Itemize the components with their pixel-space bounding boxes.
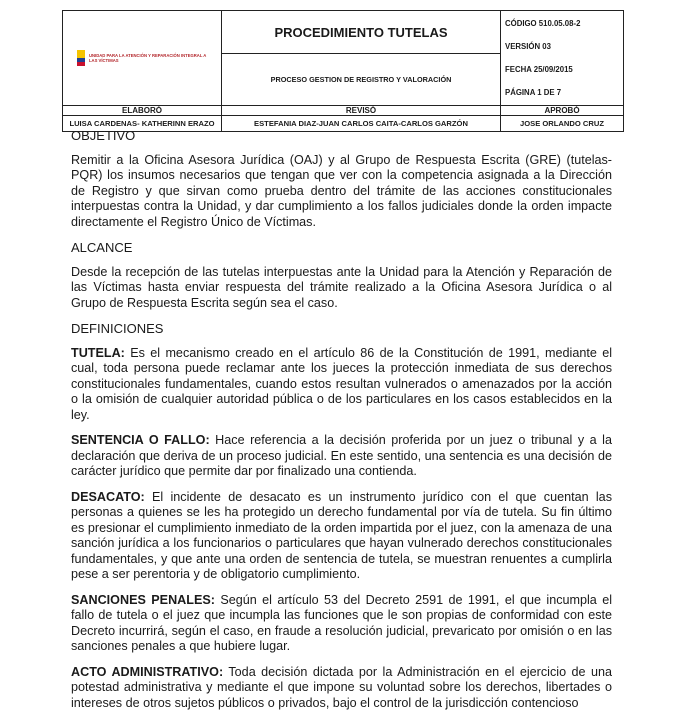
document-subtitle: PROCESO GESTION DE REGISTRO Y VALORACIÓN (222, 54, 501, 106)
fecha: FECHA 25/09/2015 (505, 65, 573, 74)
definition-text: El incidente de desacato es un instrumento jurídico con el que cuentan las personas a quienes se les ha protegido un derecho fundamental por vía de tutela. Su fin último es presionar el cumplimiento inmediato de la orden impartida por el juez, con la amenaza de una sanción jurídica a los funcionarios o particulares que hayan vulnerado derechos constitucionales fundamentales, y que ante una orden de sentencia de tutela, se muestran renuentes a cumplirla pese a ser perentoria y de obligatorio cumplimiento. (71, 489, 612, 581)
aprobo-header: APROBÓ (501, 106, 624, 116)
definition-tutela (71, 346, 612, 424)
pagina: PÁGINA 1 DE 7 (505, 88, 562, 97)
definition-sanciones (71, 593, 612, 655)
codigo: CÓDIGO 510.05.08-2 (505, 19, 581, 28)
unit-logo (63, 50, 221, 66)
definition-term: SANCIONES PENALES: (71, 592, 215, 607)
definition-acto-administrativo (71, 665, 612, 712)
definition-term: ACTO ADMINISTRATIVO: (71, 664, 224, 679)
definition-desacato (71, 490, 612, 583)
elaboro-names: LUISA CARDENAS- KATHERINN ERAZO (63, 116, 222, 132)
elaboro-header: ELABORÓ (63, 106, 222, 116)
objetivo-text: Remitir a la Oficina Asesora Jurídica (OAJ) y al Grupo de Respuesta Escrita (GRE) (tutelas-PQR) los insumos necesarios que tengan que ver con la competencia asignada a la Dirección de Registro y que sirvan como prueba dentro del trámite de las acciones constitucionales interpuestas contra la Unidad, y dar cumplimiento a los fallos judiciales donde la orden impacte directamente el Registro Único de Víctimas. (71, 152, 612, 229)
section-title-definiciones: DEFINICIONES (71, 321, 164, 336)
colombia-flag-icon (77, 50, 85, 66)
aprobo-names: JOSE ORLANDO CRUZ (501, 116, 624, 132)
definition-term: DESACATO: (71, 489, 145, 504)
version: VERSIÓN 03 (505, 42, 551, 51)
document-header (62, 10, 624, 132)
definition-text: Según el artículo 53 del Decreto 2591 de 1991, el que incumpla el fallo de tutela o el juez que incumpla las funciones que le son propias de conformidad con este Decreto incurrirá, según el caso, en fraude a resolución judicial, prevaricato por omisión o en las sanciones penales a que hubiere lugar. (71, 592, 612, 653)
definition-sentencia (71, 433, 612, 480)
definition-text: Hace referencia a la decisión proferida por un juez o tribunal y a la declaración que deriva de un proceso judicial. En este sentido, una sentencia es una decisión de carácter jurídico que permite dar por finalizado una contienda. (71, 433, 612, 478)
document-body (71, 128, 612, 721)
alcance-text: Desde la recepción de las tutelas interpuestas ante la Unidad para la Atención y Reparación de las Víctimas hasta enviar respuesta del trámite realizado a la Oficina Asesora Jurídica o al Grupo de Respuesta Escrita según sea el caso. (71, 264, 612, 310)
definition-text: Es el mecanismo creado en el artículo 86 de la Constitución de 1991, mediante el cual, toda persona puede reclamar ante los jueces la protección inmediata de sus derechos constitucionales fundamentales, cuando estos resultan vulnerados o amenazados por la acción o la omisión de cualquier autoridad pública o de los particulares en los casos establecidos en la ley. (71, 345, 612, 422)
document-meta (501, 11, 624, 106)
section-title-objetivo: OBJETIVO (71, 128, 136, 143)
definition-text: Toda decisión dictada por la Administración en el ejercicio de una potestad administrativa y mediante el que impone su voluntad sobre los derechos, libertades o intereses de otros sujetos públicos o privados, bajo el control de la jurisdicción contencioso (71, 664, 613, 710)
reviso-header: REVISÓ (222, 106, 501, 116)
definition-term: TUTELA: (71, 345, 125, 360)
definition-term: SENTENCIA O FALLO: (71, 433, 210, 447)
document-title: PROCEDIMIENTO TUTELAS (222, 11, 501, 54)
section-title-alcance: ALCANCE (71, 240, 133, 255)
logo-cell (63, 11, 222, 106)
logo-text: UNIDAD PARA LA ATENCIÓN Y REPARACIÓN INTEGRAL A LAS VÍCTIMAS (89, 53, 207, 63)
reviso-names: ESTEFANIA DIAZ-JUAN CARLOS CAITA-CARLOS GARZÓN (222, 116, 501, 132)
